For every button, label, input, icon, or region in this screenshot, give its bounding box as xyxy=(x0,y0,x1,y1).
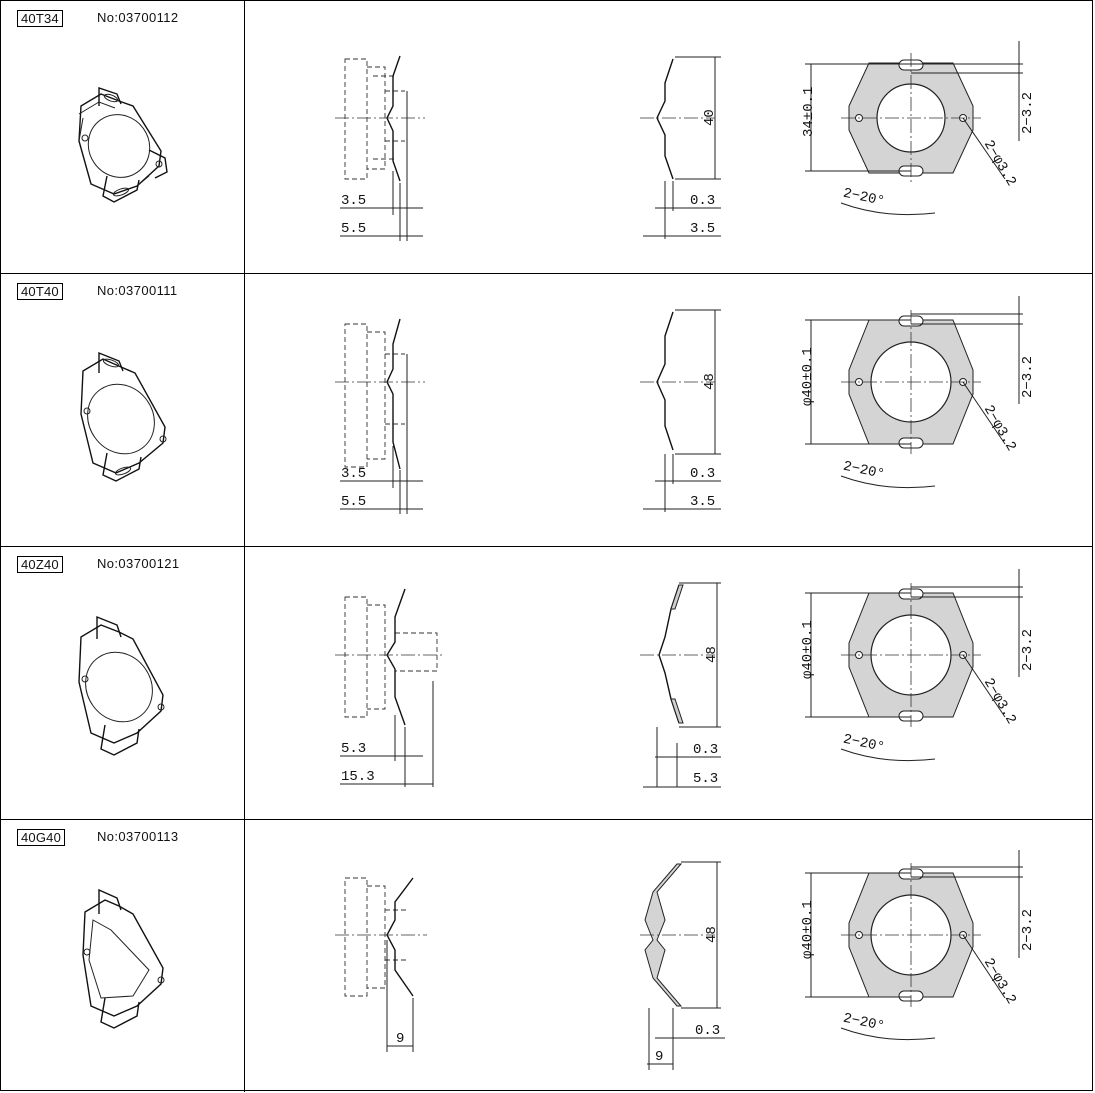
orthographic-cell xyxy=(245,820,1092,1092)
diameter-label: φ40±0.1 xyxy=(800,900,816,959)
model-code: 40Z40 xyxy=(17,556,63,573)
slot-label: 2−3.2 xyxy=(1020,355,1036,398)
profile-depth: 9 xyxy=(655,1049,664,1065)
isometric-view xyxy=(1,274,243,545)
isometric-cell xyxy=(1,274,245,546)
isometric-view xyxy=(1,820,243,1090)
angle-label: 2−20° xyxy=(841,1010,887,1035)
thickness-dim: 0.3 xyxy=(690,193,716,209)
front-view xyxy=(245,547,1092,818)
thickness-dim: 0.3 xyxy=(695,1023,721,1039)
isometric-cell xyxy=(1,1,245,273)
slot-label: 2−3.2 xyxy=(1020,628,1036,671)
diameter-label: φ40±0.1 xyxy=(800,347,816,406)
front-view xyxy=(245,820,1092,1090)
diameter-label: φ40±0.1 xyxy=(800,620,816,679)
thickness-dim: 0.3 xyxy=(690,466,716,482)
front-view xyxy=(245,1,1092,272)
hole-label: 2−φ3.2 xyxy=(979,137,1019,190)
front-view xyxy=(245,274,1092,545)
orthographic-cell xyxy=(245,1,1092,273)
side-dim-a: 3.5 xyxy=(341,193,367,209)
diameter-label: 34±0.1 xyxy=(801,86,817,137)
part-number: No:03700121 xyxy=(97,556,180,571)
profile-depth: 5.3 xyxy=(693,771,719,787)
part-number: No:03700111 xyxy=(97,283,178,298)
profile-height: 48 xyxy=(704,926,720,943)
profile-height: 40 xyxy=(702,109,718,126)
side-dim-b: 5.5 xyxy=(341,494,367,510)
angle-label: 2−20° xyxy=(841,731,887,756)
angle-label: 2−20° xyxy=(841,185,887,210)
model-code: 40T34 xyxy=(17,10,63,27)
side-dim-b: 15.3 xyxy=(341,769,375,785)
hole-label: 2−φ3.2 xyxy=(979,402,1019,455)
profile-depth: 3.5 xyxy=(690,221,716,237)
side-dim-a: 5.3 xyxy=(341,741,367,757)
part-row xyxy=(1,820,1092,1092)
orthographic-cell xyxy=(245,274,1092,546)
side-dim-b: 5.5 xyxy=(341,221,367,237)
slot-label: 2−3.2 xyxy=(1020,908,1036,951)
model-code: 40T40 xyxy=(17,283,63,300)
part-row xyxy=(1,274,1092,547)
profile-height: 48 xyxy=(704,646,720,663)
isometric-cell xyxy=(1,547,245,819)
part-row xyxy=(1,1,1092,274)
orthographic-cell xyxy=(245,547,1092,819)
angle-label: 2−20° xyxy=(841,458,887,483)
part-row xyxy=(1,547,1092,820)
model-code: 40G40 xyxy=(17,829,65,846)
side-dim-a: 3.5 xyxy=(341,466,367,482)
thickness-dim: 0.3 xyxy=(693,742,719,758)
part-number: No:03700113 xyxy=(97,829,179,844)
hole-label: 2−φ3.2 xyxy=(979,675,1019,728)
isometric-view xyxy=(1,547,243,818)
hole-label: 2−φ3.2 xyxy=(979,955,1019,1008)
side-dim-a: 9 xyxy=(396,1031,405,1047)
profile-depth: 3.5 xyxy=(690,494,716,510)
isometric-cell xyxy=(1,820,245,1092)
isometric-view xyxy=(1,1,243,272)
profile-height: 48 xyxy=(702,373,718,390)
slot-label: 2−3.2 xyxy=(1020,91,1036,134)
part-number: No:03700112 xyxy=(97,10,179,25)
